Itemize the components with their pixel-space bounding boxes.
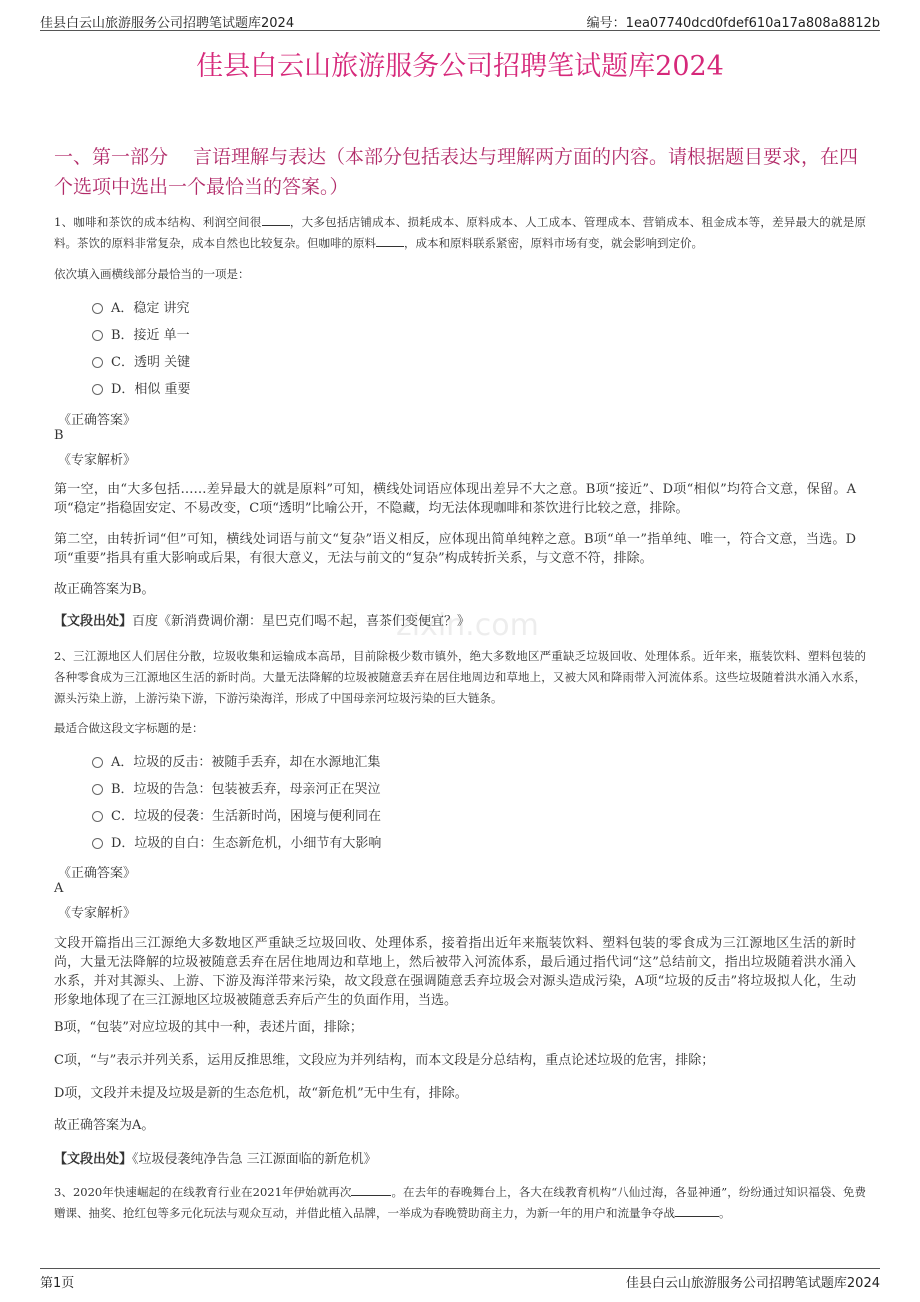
option-c[interactable] [92, 803, 381, 830]
analysis-paragraph: 第一空，由“大多包括……差异最大的就是原料”可知，横线处词语应体现出差异不大之意。B项“接近”、D项“相似”均符合文意，保留。A项“稳定”指稳固安定、不易改变，C项“透明”比喻公开，不隐藏，均无法体现咖啡和茶饮进行比较之意，排除。 [54, 482, 856, 516]
page-header [40, 12, 880, 31]
question-1-stem-part: ，大多包括店铺成本、损耗成本、原料成本、人工成本、管理成本、营销成本、租金成本等，差异最大的就是原料。茶饮的原料非常复杂，成本自然也比较复杂。但咖啡的原料 [54, 215, 866, 250]
answer-blank [351, 1184, 391, 1196]
question-2-stem: 2、三江源地区人们居住分散，垃圾收集和运输成本高昂，目前除极少数市镇外，绝大多数地区严重缺乏垃圾回收、处理体系。近年来，瓶装饮料、塑料包装的各种零食成为三江源地区生活的新时尚。大量无法降解的垃圾被随意丢弃在居住地周边和草地上，又被大风和降雨带入河流体系。这些垃圾随着洪水涌入水系，源头污染上游，上游污染下游，下游污染海洋，形成了中国母亲河垃圾污染的巨大链条。 [54, 649, 866, 705]
option-d[interactable] [92, 376, 191, 403]
answer-blank [376, 235, 404, 247]
radio-icon[interactable] [92, 384, 103, 395]
answer-blank [262, 214, 290, 226]
question-1-prompt: 依次填入画横线部分最恰当的一项是： [54, 267, 250, 281]
option-label: D．相似 重要 [111, 382, 191, 397]
radio-icon[interactable] [92, 757, 103, 768]
watermark: zixin.com [396, 608, 539, 643]
header-doc-id: 编号：1ea07740dcd0fdef610a17a808a8812b [586, 16, 880, 31]
question-1-stem-part: ，成本和原料联系紧密，原料市场有变，就会影响到定价。 [404, 236, 703, 250]
page-number: 第1页 [40, 1276, 75, 1291]
answer-value: A [54, 881, 64, 896]
question-2-prompt: 最适合做这段文字标题的是： [54, 721, 204, 735]
option-label: C．透明 关键 [111, 355, 191, 370]
question-1-stem-part: 1、咖啡和茶饮的成本结构、利润空间很 [54, 215, 262, 229]
section-heading: 一、第一部分 言语理解与表达（本部分包括表达与理解两方面的内容。请根据题目要求，在四个选项中选出一个最恰当的答案。） [54, 146, 859, 198]
question-3-stem-part: 。 [719, 1206, 731, 1220]
analysis-conclusion: 故正确答案为A。 [54, 1118, 155, 1133]
analysis-label: 《专家解析》 [58, 906, 137, 921]
question-3-stem-part: 3、2020年快速崛起的在线教育行业在2021年伊始就再次 [54, 1185, 352, 1199]
option-c[interactable] [92, 349, 191, 376]
option-label: D．垃圾的自白：生态新危机，小细节有大影响 [111, 836, 382, 851]
question-3-stem-part: 。在去年的春晚舞台上，各大在线教育机构“八仙过海，各显神通”，纷纷通过知识福袋、免费赠课、抽奖、抢红包等多元化玩法与观众互动，并借此植入品牌，一举成为春晚赞助商主力，为新一年的用户和流量争夺战 [54, 1185, 866, 1220]
analysis-paragraph: 第二空，由转折词“但”可知，横线处词语与前文“复杂”语义相反，应体现出简单纯粹之意。B项“单一”指单纯、唯一，符合文意，当选。D项“重要”指具有重大影响或后果，有很大意义，无法与前文的“复杂”构成转折关系，与文意不符，排除。 [54, 532, 856, 566]
question-1-stem [54, 212, 866, 254]
analysis-paragraph: D项，文段并未提及垃圾是新的生态危机，故“新危机”无中生有，排除。 [54, 1086, 468, 1101]
source-text: 《垃圾侵袭纯净告急 三江源面临的新危机》 [132, 1152, 377, 1167]
option-b[interactable] [92, 776, 381, 803]
question-3-stem [54, 1182, 866, 1224]
option-b[interactable] [92, 322, 191, 349]
option-d[interactable] [92, 830, 381, 857]
source-prefix: 【文段出处】 [54, 614, 133, 629]
analysis-label: 《专家解析》 [58, 453, 137, 468]
radio-icon[interactable] [92, 357, 103, 368]
radio-icon[interactable] [92, 811, 103, 822]
option-label: A．稳定 讲究 [111, 301, 190, 316]
radio-icon[interactable] [92, 784, 103, 795]
answer-blank [675, 1205, 719, 1217]
answer-label: 《正确答案》 [58, 866, 137, 881]
page-title: 佳县白云山旅游服务公司招聘笔试题库2024 [196, 51, 724, 82]
analysis-paragraph: C项，“与”表示并列关系，运用反推思维，文段应为并列结构，而本文段是分总结构，重点论述垃圾的危害，排除； [54, 1053, 715, 1068]
footer-doc-title: 佳县白云山旅游服务公司招聘笔试题库2024 [625, 1276, 880, 1291]
option-label: B．垃圾的告急：包装被丢弃，母亲河正在哭泣 [111, 782, 381, 797]
question-1-options [92, 295, 191, 403]
source-line [54, 1150, 377, 1169]
option-label: A．垃圾的反击：被随手丢弃，却在水源地汇集 [111, 755, 381, 770]
radio-icon[interactable] [92, 303, 103, 314]
radio-icon[interactable] [92, 838, 103, 849]
question-2-options [92, 749, 381, 857]
answer-value: B [54, 428, 64, 443]
option-a[interactable] [92, 749, 381, 776]
option-label: B．接近 单一 [111, 328, 190, 343]
option-label: C．垃圾的侵袭：生活新时尚，困境与便利同在 [111, 809, 381, 824]
answer-label: 《正确答案》 [58, 413, 137, 428]
page-footer [40, 1268, 880, 1289]
analysis-paragraph: B项，“包装”对应垃圾的其中一种，表述片面，排除； [54, 1020, 363, 1035]
analysis-conclusion: 故正确答案为B。 [54, 582, 155, 597]
radio-icon[interactable] [92, 330, 103, 341]
analysis-paragraph: 文段开篇指出三江源绝大多数地区严重缺乏垃圾回收、处理体系，接着指出近年来瓶装饮料、塑料包装的零食成为三江源地区生活的新时尚，大量无法降解的垃圾被随意丢弃在居住地周边和草地上，然后被带入河流体系，最后通过指代词“这”总结前文，指出垃圾随着洪水涌入水系，并对其源头、上游、下游及海洋带来污染，故文段意在强调随意丢弃垃圾会对源头造成污染，A项“垃圾的反击”将垃圾拟人化，生动形象地体现了在三江源地区垃圾被随意丢弃后产生的负面作用，当选。 [54, 936, 856, 1008]
source-text: 百度《新消费调价潮：星巴克们喝不起，喜茶们变便宜？》 [132, 614, 471, 629]
option-a[interactable] [92, 295, 191, 322]
header-doc-title: 佳县白云山旅游服务公司招聘笔试题库2024 [40, 16, 295, 31]
source-prefix: 【文段出处】 [54, 1152, 133, 1167]
